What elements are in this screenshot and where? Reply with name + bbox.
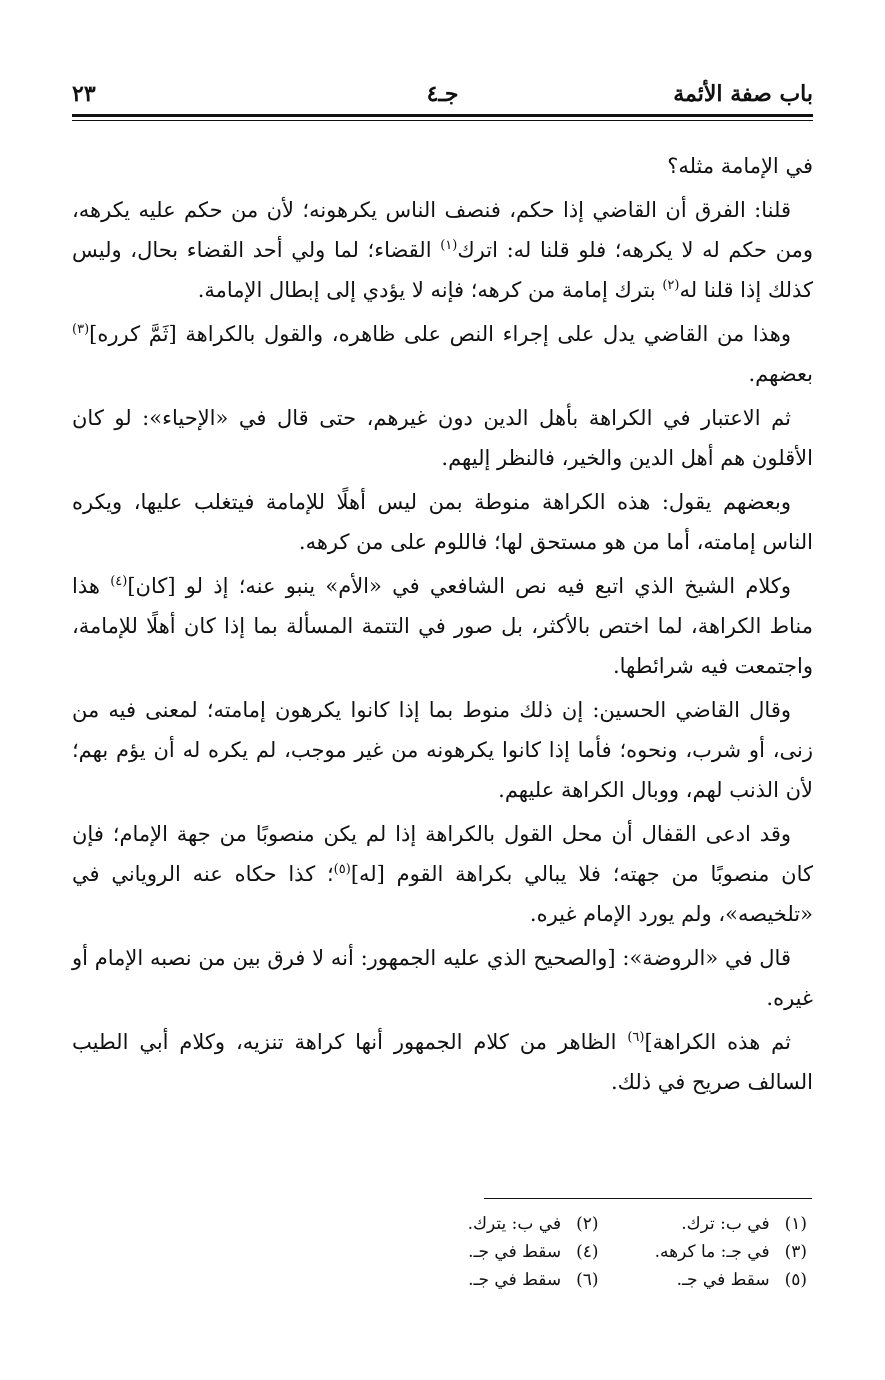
footnote-marker-6[interactable]: (٦) <box>627 1030 645 1045</box>
header-rule-thin <box>72 120 813 121</box>
footnote-marker-5[interactable]: (٥) <box>333 862 351 877</box>
main-text <box>72 146 813 1106</box>
paragraph-4: ثم الاعتبار في الكراهة بأهل الدين دون غيرهم، حتى قال في «الإحياء»: لو كان الأقلون هم أهل الدين والخير، فالنظر إليهم. <box>72 406 813 470</box>
footnote-4: (٤) سقط في جـ. <box>468 1242 599 1262</box>
footnote-row <box>390 1238 807 1266</box>
header-rule-thick <box>72 114 813 117</box>
footnote-5: (٥) سقط في جـ. <box>676 1270 807 1290</box>
volume-label: جـ٤ <box>426 81 459 107</box>
paragraph-10: ثم هذه الكراهة]$^{(٦)}$ الظاهر من كلام الجمهور أنها كراهة تنزيه، وكلام أبي الطيب السالف صريح في ذلك. <box>72 1030 813 1094</box>
paragraph-5: وبعضهم يقول: هذه الكراهة منوطة بمن ليس أهلًا للإمامة فيتغلب عليها، ويكره الناس إمامته، أما من هو مستحق لها؛ فاللوم على من كرهه. <box>72 490 813 554</box>
footnote-separator <box>484 1198 812 1199</box>
footnotes <box>390 1210 807 1294</box>
footnote-1: (١) في ب: ترك. <box>681 1214 807 1234</box>
paragraph-1: في الإمامة مثله؟ <box>667 154 813 178</box>
running-header <box>72 78 813 110</box>
chapter-title: باب صفة الأئمة <box>673 81 813 107</box>
paragraph-9: قال في «الروضة»: [والصحيح الذي عليه الجمهور: أنه لا فرق بين من نصبه الإمام أو غيره. <box>72 946 813 1010</box>
paragraph-6: وكلام الشيخ الذي اتبع فيه نص الشافعي في «الأم» ينبو عنه؛ إذ لو [كان]$^{(٤)}$ هذا مناط الكراهة، لما اختص بالأكثر، بل صور في التتمة المسألة بما إذا كان أهلًا للإمامة، واجتمعت فيه شرائطها. <box>72 574 813 678</box>
footnote-row <box>390 1266 807 1294</box>
footnote-2: (٢) في ب: يترك. <box>467 1214 599 1234</box>
paragraph-7: وقال القاضي الحسين: إن ذلك منوط بما إذا كانوا يكرهون إمامته؛ لمعنى فيه من زنى، أو شرب، ونحوه؛ فأما إذا كانوا يكرهونه من غير موجب، لم يكره له أن يؤم بهم؛ لأن الذنب لهم، ووبال الكراهة عليهم. <box>72 698 813 802</box>
footnote-row <box>390 1210 807 1238</box>
footnote-marker-3[interactable]: (٣) <box>72 322 90 337</box>
paragraph-3: وهذا من القاضي يدل على إجراء النص على ظاهره، والقول بالكراهة [ثَمَّ كرره]$^{(٣)}$ بعضهم. <box>72 322 813 386</box>
page-number: ٢٣ <box>72 81 96 107</box>
footnote-marker-2[interactable]: (٢) <box>662 278 680 293</box>
footnote-marker-4[interactable]: (٤) <box>110 574 128 589</box>
paragraph-2: قلنا: الفرق أن القاضي إذا حكم، فنصف الناس يكرهونه؛ لأن من حكم عليه يكرهه، ومن حكم له لا يكرهه؛ فلو قلنا له: اترك$^{(١)}$ القضاء؛ لما ولي أحد القضاء بحال، وليس كذلك إذا قلنا له$^{(٢)}$ بترك إمامة من كرهه؛ فإنه لا يؤدي إلى إبطال الإمامة. <box>72 198 813 302</box>
paragraph-8: وقد ادعى القفال أن محل القول بالكراهة إذا لم يكن منصوبًا من جهة الإمام؛ فإن كان منصوبًا من جهته؛ فلا يبالي بكراهة القوم [له]$^{(٥)}$؛ كذا حكاه عنه الروياني في «تلخيصه»، ولم يورد الإمام غيره. <box>72 822 813 926</box>
footnote-3: (٣) في جـ: ما كرهه. <box>654 1242 807 1262</box>
footnote-6: (٦) سقط في جـ. <box>468 1270 599 1290</box>
footnote-marker-1[interactable]: (١) <box>440 238 458 253</box>
